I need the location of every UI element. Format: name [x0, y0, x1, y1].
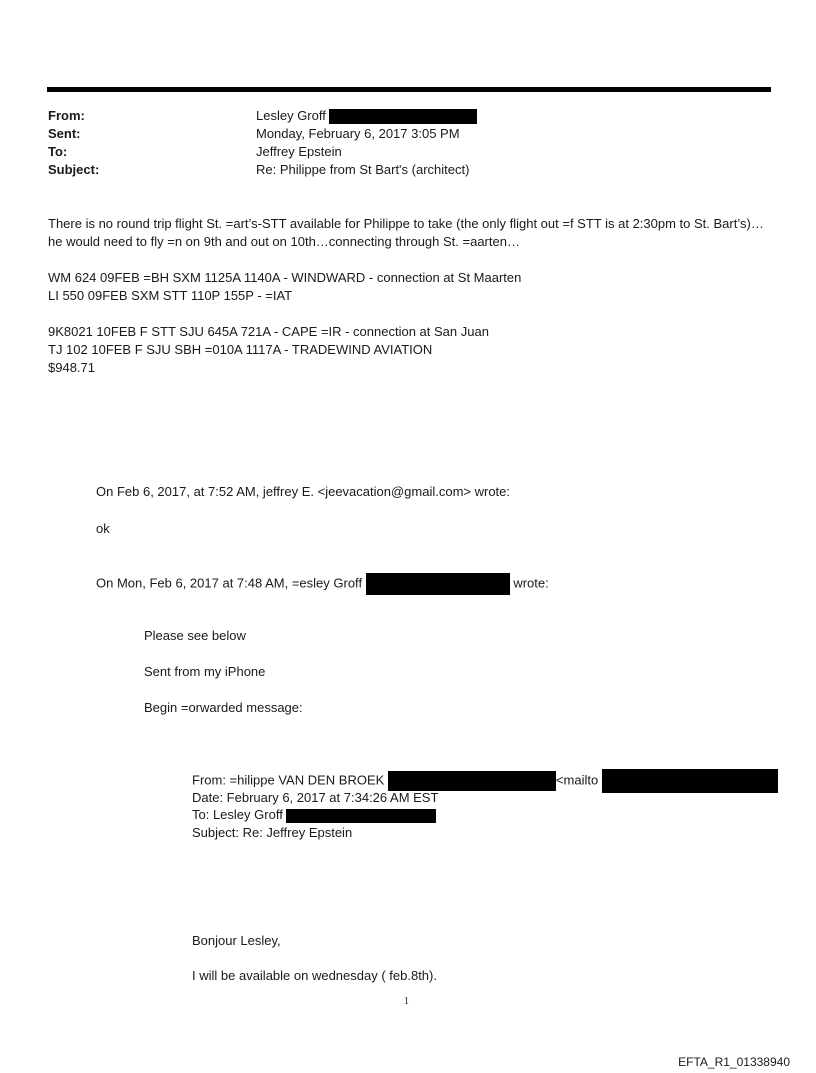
- from-value: Lesley Groff: [256, 107, 477, 125]
- sent-value: Monday, February 6, 2017 3:05 PM: [256, 126, 460, 141]
- subject-label: Subject:: [48, 162, 100, 177]
- to-value: Jeffrey Epstein: [256, 144, 342, 159]
- from-label: From:: [48, 108, 85, 123]
- forwarded-mailto: <mailto: [555, 772, 599, 788]
- forwarded-date: Date: February 6, 2017 at 7:34:26 AM EST: [192, 790, 439, 805]
- forwarded-from: From: =hilippe VAN DEN BROEK <mailto: [192, 769, 778, 793]
- redaction-block: [366, 573, 510, 595]
- quote2-intro: On Mon, Feb 6, 2017 at 7:48 AM, =esley Groff wrote:: [96, 573, 549, 595]
- redaction-block: [602, 769, 778, 793]
- flight-line-4: TJ 102 10FEB F SJU SBH =010A 1117A - TRADEWIND AVIATION: [48, 342, 433, 357]
- forwarded-subject: Subject: Re: Jeffrey Epstein: [192, 825, 353, 840]
- flight-line-2: LI 550 09FEB SXM STT 110P 155P - =IAT: [48, 288, 293, 303]
- forwarded-to: To: Lesley Groff: [192, 806, 436, 824]
- flight-line-1: WM 624 09FEB =BH SXM 1125A 1140A - WINDWARD - connection at St Maarten: [48, 270, 522, 285]
- flight-line-3: 9K8021 10FEB F STT SJU 645A 721A - CAPE =IR - connection at San Juan: [48, 324, 489, 339]
- body-paragraph: There is no round trip flight St. =art’s-STT available for Philippe to take (the only flight out =f STT is at 2:30pm to St. Bart’s)…he would need to fly =n on 9th and out on 10th…connecting through St. =aarten…: [48, 216, 764, 249]
- forwarded-line-1: I will be available on wednesday ( feb.8th).: [192, 968, 437, 983]
- bates-number: EFTA_R1_01338940: [678, 1055, 790, 1069]
- quote1-intro: On Feb 6, 2017, at 7:52 AM, jeffrey E. <jeevacation@gmail.com> wrote:: [96, 484, 511, 499]
- price-line: $948.71: [48, 360, 95, 375]
- quote1-text: ok: [96, 521, 110, 536]
- quote3-line-1: Please see below: [144, 628, 246, 643]
- to-label: To:: [48, 144, 68, 159]
- subject-value: Re: Philippe from St Bart's (architect): [256, 162, 470, 177]
- quote3-line-2: Sent from my iPhone: [144, 664, 266, 679]
- forwarded-greeting: Bonjour Lesley,: [192, 933, 281, 948]
- redaction-block: [329, 109, 477, 124]
- email-header: [48, 107, 748, 179]
- quote3-line-3: Begin =orwarded message:: [144, 700, 303, 715]
- page-number: 1: [404, 996, 409, 1007]
- header-rule: [47, 87, 771, 92]
- redaction-block: [286, 809, 436, 823]
- redaction-block: [388, 771, 556, 791]
- sent-label: Sent:: [48, 126, 81, 141]
